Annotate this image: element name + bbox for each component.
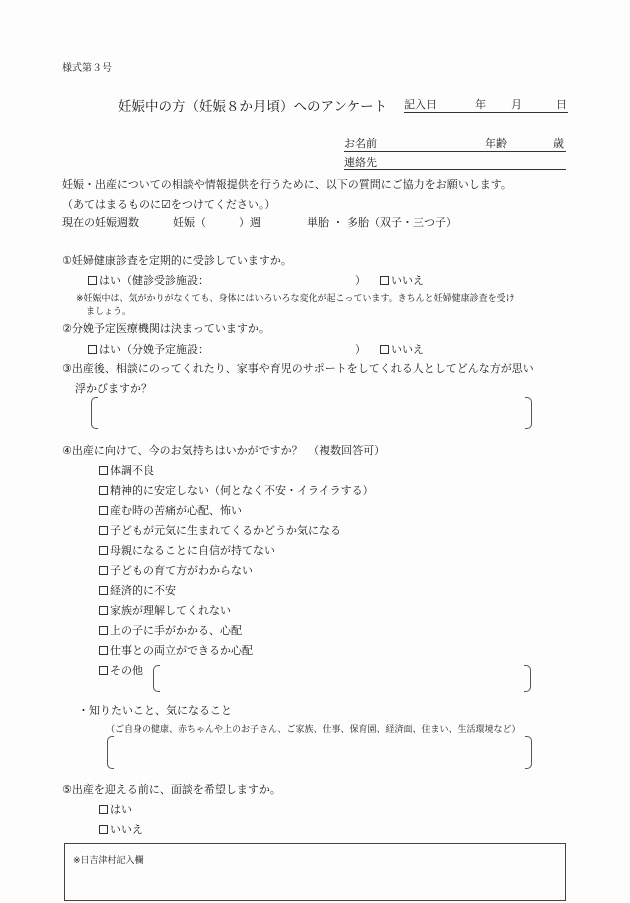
q4-option[interactable]: 体調不良	[99, 462, 154, 478]
entry-date-day: 日	[556, 98, 567, 111]
q5-no-option[interactable]: いいえ	[99, 821, 143, 837]
checkbox-icon[interactable]	[99, 825, 108, 834]
want-to-know-label: ・知りたいこと、気になること	[78, 704, 232, 717]
checkbox-icon[interactable]	[99, 626, 108, 635]
checkbox-icon[interactable]	[99, 586, 108, 595]
q1-question: ①妊婦健康診査を定期的に受診していますか。	[62, 254, 292, 267]
q4-option[interactable]: 仕事との両立ができるか心配	[99, 642, 253, 658]
q4-option[interactable]: 産む時の苦痛が心配、怖い	[99, 502, 242, 518]
q4-question: ④出産に向けて、今のお気持ちはいかがですか？ （複数回答可）	[62, 444, 386, 457]
weeks-field[interactable]: 妊娠（ ）週	[173, 216, 261, 229]
checkbox-icon[interactable]	[380, 345, 389, 354]
entry-date-month: 月	[511, 98, 522, 111]
bracket-left	[107, 736, 114, 769]
q4-option[interactable]: 子どもの育て方がわからない	[99, 562, 253, 578]
checkbox-icon[interactable]	[88, 345, 97, 354]
q2-question: ②分娩予定医療機関は決まっていますか。	[62, 322, 270, 335]
bracket-right	[524, 665, 531, 692]
checkbox-icon[interactable]	[88, 276, 97, 285]
checkbox-icon[interactable]	[99, 606, 108, 615]
checkbox-icon[interactable]	[99, 646, 108, 655]
q4-option[interactable]: 精神的に安定しない（何となく不安・イライラする）	[99, 482, 374, 498]
q2-close-paren: ）	[355, 343, 366, 356]
age-label: 年齢	[485, 137, 507, 150]
office-use-box[interactable]	[64, 843, 566, 901]
name-label: お名前	[344, 137, 377, 150]
q4-option[interactable]: 子どもが元気に生まれてくるかどうか気になる	[99, 522, 341, 538]
intro-text: 妊娠・出産についての相談や情報提供を行うために、以下の質問にご協力をお願いします。	[62, 178, 512, 191]
q3-answer-field[interactable]	[92, 398, 531, 428]
q4-option[interactable]: 家族が理解してくれない	[99, 602, 231, 618]
name-field[interactable]	[344, 135, 566, 152]
q4-option[interactable]: 経済的に不安	[99, 582, 176, 598]
q1-close-paren: ）	[355, 274, 366, 287]
q4-other-field[interactable]	[154, 666, 530, 691]
q1-note: ※妊娠中は、気がかりがなくても、身体にはいろいろな変化が起こっています。きちんと妊婦健康診査を受け	[76, 294, 515, 304]
office-use-label: ※日吉津村記入欄	[73, 856, 144, 866]
bracket-right	[525, 397, 532, 429]
q4-option[interactable]: 上の子に手がかかる、心配	[99, 622, 242, 638]
checkbox-icon[interactable]	[99, 566, 108, 575]
form-number: 様式第３号	[62, 63, 112, 74]
checkbox-icon[interactable]	[99, 666, 108, 675]
q5-question: ⑤出産を迎える前に、面談を希望しますか。	[62, 783, 281, 796]
contact-field[interactable]	[344, 154, 566, 170]
page-title: 妊娠中の方（妊娠８か月頃）へのアンケート	[118, 99, 388, 115]
checkbox-icon[interactable]	[99, 506, 108, 515]
q1-note-cont: ましょう。	[86, 307, 132, 317]
want-to-know-hint: （ご自身の健康、赤ちゃんや上のお子さん、ご家族、仕事、保育園、経済面、住まい、生活環境など）	[106, 725, 521, 735]
q1-no-option[interactable]: いいえ	[380, 272, 424, 288]
q1-yes-option[interactable]: はい（健診受診施設：	[88, 272, 209, 288]
want-to-know-field[interactable]	[108, 737, 531, 768]
q2-no-option[interactable]: いいえ	[380, 341, 424, 357]
bracket-right	[525, 736, 532, 769]
entry-date-label: 記入日	[404, 98, 437, 111]
bracket-left	[91, 397, 98, 429]
checkbox-icon[interactable]	[99, 526, 108, 535]
entry-date-year: 年	[475, 98, 486, 111]
weeks-label: 現在の妊娠週数	[62, 216, 139, 229]
q5-yes-option[interactable]: はい	[99, 801, 132, 817]
checkbox-icon[interactable]	[99, 486, 108, 495]
intro-instruction: （あてはまるものに☑をつけてください。）	[62, 198, 276, 211]
entry-date-field[interactable]	[404, 96, 568, 113]
checkbox-icon[interactable]	[99, 466, 108, 475]
q4-option-other[interactable]: その他	[99, 662, 143, 678]
bracket-left	[153, 665, 160, 692]
q3-question: ③出産後、相談にのってくれたり、家事や育児のサポートをしてくれる人としてどんな方が思い	[62, 362, 534, 375]
q4-option[interactable]: 母親になることに自信が持てない	[99, 542, 275, 558]
fetus-options[interactable]: 単胎 ・ 多胎（双子・三つ子）	[307, 216, 457, 229]
checkbox-icon[interactable]	[99, 546, 108, 555]
q2-yes-option[interactable]: はい（分娩予定施設：	[88, 341, 209, 357]
age-unit: 歳	[553, 137, 564, 150]
q3-question-cont: 浮かびますか？	[75, 382, 152, 395]
checkbox-icon[interactable]	[99, 805, 108, 814]
contact-label: 連絡先	[344, 156, 377, 169]
checkbox-icon[interactable]	[380, 276, 389, 285]
